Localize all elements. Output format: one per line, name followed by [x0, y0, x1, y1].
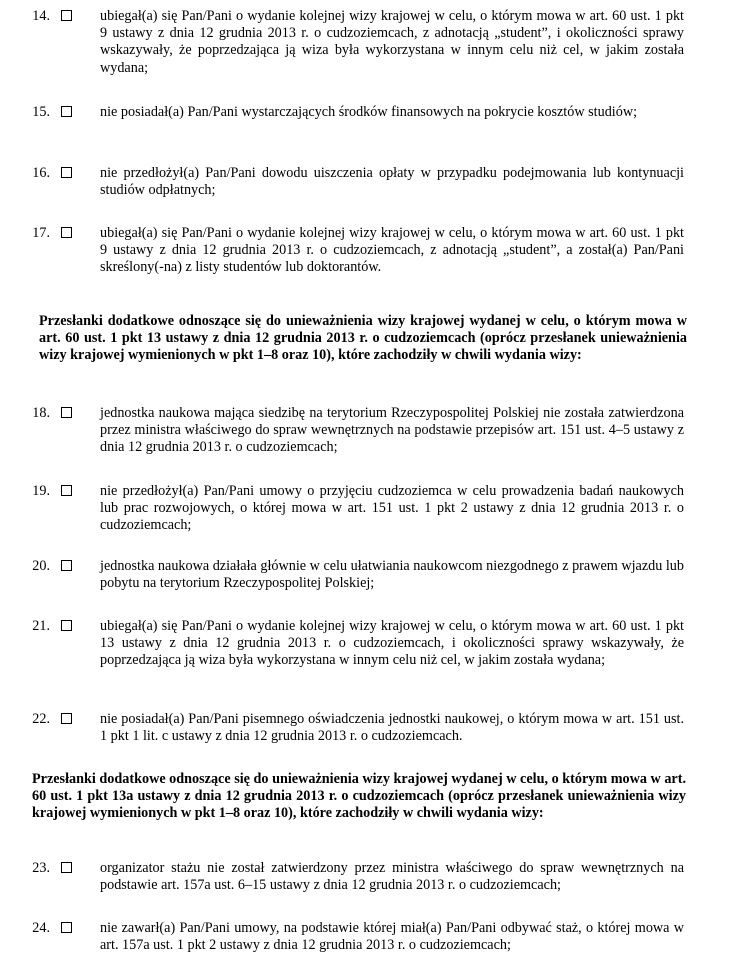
checkbox[interactable]	[61, 407, 72, 418]
item-number: 24.	[32, 920, 50, 936]
checkbox[interactable]	[61, 922, 72, 933]
checkbox[interactable]	[61, 560, 72, 571]
checkbox[interactable]	[61, 862, 72, 873]
item-number: 19.	[32, 483, 50, 499]
section-heading: Przesłanki dodatkowe odnoszące się do unieważnienia wizy krajowej wydanej w celu, o którym mowa w art. 60 ust. 1 pkt 13a ustawy z dnia 12 grudnia 2013 r. o cudzoziemcach (oprócz przesłanek unieważnienia wizy krajowej wymienionych w pkt 1–8 oraz 10), które zachodziły w chwili wydania wizy:	[32, 771, 686, 822]
item-text: ubiegał(a) się Pan/Pani o wydanie kolejnej wizy krajowej w celu, o którym mowa w art. 60 ust. 1 pkt 9 ustawy z dnia 12 grudnia 2013 r. o cudzoziemcach, z adnotacją „student”, a został(a) Pan/Pani skreślony(-na) z listy studentów lub doktorantów.	[100, 225, 684, 276]
checkbox[interactable]	[61, 167, 72, 178]
item-text: nie przedłożył(a) Pan/Pani dowodu uiszczenia opłaty w przypadku podejmowania lub kontynuacji studiów odpłatnych;	[100, 165, 684, 199]
item-text: ubiegał(a) się Pan/Pani o wydanie kolejnej wizy krajowej w celu, o którym mowa w art. 60 ust. 1 pkt 9 ustawy z dnia 12 grudnia 2013 r. o cudzoziemcach, z adnotacją „student”, i okoliczności sprawy wskazywały, że poprzedzająca ją wiza była wykorzystana w innym celu niż cel, w jakim została wydana;	[100, 8, 684, 76]
item-number: 15.	[32, 104, 50, 120]
item-number: 16.	[32, 165, 50, 181]
item-text: organizator stażu nie został zatwierdzony przez ministra właściwego do spraw wewnętrznych na podstawie art. 157a ust. 6–15 ustawy z dnia 12 grudnia 2013 r. o cudzoziemcach;	[100, 860, 684, 894]
item-number: 18.	[32, 405, 50, 421]
item-text: nie posiadał(a) Pan/Pani pisemnego oświadczenia jednostki naukowej, o którym mowa w art. 151 ust. 1 pkt 1 lit. c ustawy z dnia 12 grudnia 2013 r. o cudzoziemcach.	[100, 711, 684, 745]
item-number: 20.	[32, 558, 50, 574]
item-text: nie przedłożył(a) Pan/Pani umowy o przyjęciu cudzoziemca w celu prowadzenia badań naukowych lub prac rozwojowych, o której mowa w art. 151 ust. 1 pkt 2 ustawy z dnia 12 grudnia 2013 r. o cudzoziemcach;	[100, 483, 684, 534]
item-text: jednostka naukowa działała głównie w celu ułatwiania naukowcom niezgodnego z prawem wjazdu lub pobytu na terytorium Rzeczypospolitej Polskiej;	[100, 558, 684, 592]
item-text: nie zawarł(a) Pan/Pani umowy, na podstawie której miał(a) Pan/Pani odbywać staż, o której mowa w art. 157a ust. 1 pkt 2 ustawy z dnia 12 grudnia 2013 r. o cudzoziemcach;	[100, 920, 684, 954]
item-number: 14.	[32, 8, 50, 24]
item-text: nie posiadał(a) Pan/Pani wystarczających środków finansowych na pokrycie kosztów studiów;	[100, 104, 638, 120]
checkbox[interactable]	[61, 713, 72, 724]
section-heading: Przesłanki dodatkowe odnoszące się do unieważnienia wizy krajowej wydanej w celu, o którym mowa w art. 60 ust. 1 pkt 13 ustawy z dnia 12 grudnia 2013 r. o cudzoziemcach (oprócz przesłanek unieważnienia wizy krajowej wymienionych w pkt 1–8 oraz 10), które zachodziły w chwili wydania wizy:	[39, 313, 687, 364]
item-number: 21.	[32, 618, 50, 634]
checkbox[interactable]	[61, 485, 72, 496]
checkbox[interactable]	[61, 620, 72, 631]
item-number: 23.	[32, 860, 50, 876]
checkbox[interactable]	[61, 10, 72, 21]
checkbox[interactable]	[61, 106, 72, 117]
checkbox[interactable]	[61, 227, 72, 238]
item-number: 17.	[32, 225, 50, 241]
item-text: ubiegał(a) się Pan/Pani o wydanie kolejnej wizy krajowej w celu, o którym mowa w art. 60 ust. 1 pkt 13 ustawy z dnia 12 grudnia 2013 r. o cudzoziemcach, i okoliczności sprawy wskazywały, że poprzedzająca ją wiza była wykorzystana w innym celu niż cel, w jakim została wydana;	[100, 618, 684, 669]
item-number: 22.	[32, 711, 50, 727]
item-text: jednostka naukowa mająca siedzibę na terytorium Rzeczypospolitej Polskiej nie została zatwierdzona przez ministra właściwego do spraw wewnętrznych na podstawie przepisów art. 151 ust. 4–5 ustawy z dnia 12 grudnia 2013 r. o cudzoziemcach;	[100, 405, 684, 456]
